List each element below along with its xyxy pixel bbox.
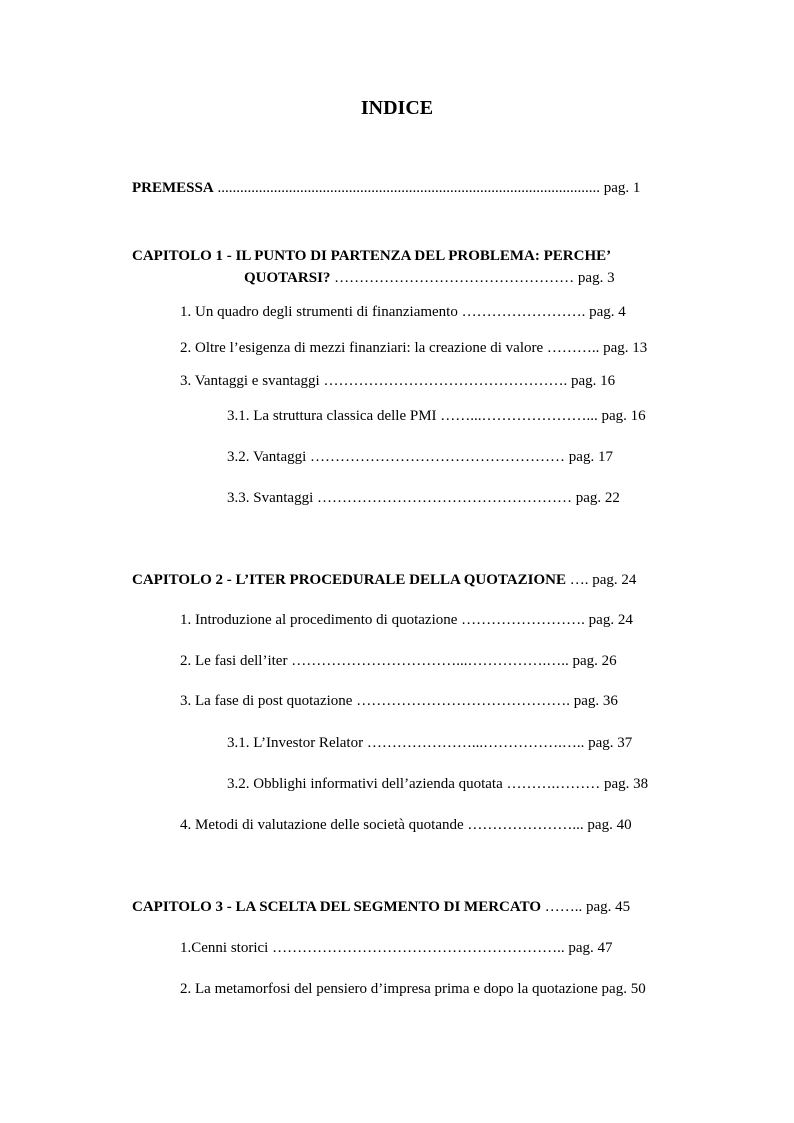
- toc-entry: 3. La fase di post quotazione ……………………………………. pag. 36: [180, 693, 618, 709]
- premessa-label: PREMESSA: [132, 180, 214, 196]
- chapter-1-page-ref: ………………………………………… pag. 3: [330, 270, 615, 286]
- chapter-2-page-ref: …. pag. 24: [565, 572, 637, 588]
- toc-entry: 2. Le fasi dell’iter ……………………………...…………….….. pag. 26: [180, 653, 617, 669]
- chapter-1-heading: CAPITOLO 1 - IL PUNTO DI PARTENZA DEL PROBLEMA: PERCHE’: [132, 248, 612, 264]
- toc-subentry: 3.2. Vantaggi …………………………………………… pag. 17: [227, 449, 613, 465]
- chapter-3-heading: [132, 898, 630, 916]
- chapter-1-heading-word: QUOTARSI?: [244, 270, 331, 286]
- toc-subentry: 3.1. L’Investor Relator …………………...…………….….. pag. 37: [227, 735, 633, 751]
- chapter-2-heading: [132, 571, 636, 589]
- premessa-leader: ...................................................................................................... pag. 1: [213, 180, 641, 196]
- chapter-2-title: CAPITOLO 2 - L’ITER PROCEDURALE DELLA QUOTAZIONE: [132, 572, 566, 588]
- toc-entry: 4. Metodi di valutazione delle società quotande …………………... pag. 40: [180, 817, 632, 833]
- toc-entry: 2. Oltre l’esigenza di mezzi finanziari: la creazione di valore ……….. pag. 13: [180, 340, 648, 356]
- toc-entry: 2. La metamorfosi del pensiero d’impresa prima e dopo la quotazione pag. 50: [180, 981, 646, 997]
- toc-entry-premessa: [132, 179, 640, 197]
- toc-entry: 1. Un quadro degli strumenti di finanziamento ……………………. pag. 4: [180, 304, 626, 320]
- toc-subentry: 3.1. La struttura classica delle PMI ……...…………………... pag. 16: [227, 408, 646, 424]
- toc-entry: 3. Vantaggi e svantaggi …………………………………………. pag. 16: [180, 373, 616, 389]
- toc-entry: 1.Cenni storici ………………………………………………….. pag. 47: [180, 940, 613, 956]
- chapter-1-heading-continued: [244, 269, 615, 287]
- chapter-3-title: CAPITOLO 3 - LA SCELTA DEL SEGMENTO DI MERCATO: [132, 899, 541, 915]
- chapter-3-page-ref: …….. pag. 45: [541, 899, 631, 915]
- toc-subentry: 3.3. Svantaggi …………………………………………… pag. 22: [227, 490, 620, 506]
- toc-entry: 1. Introduzione al procedimento di quotazione ……………………. pag. 24: [180, 612, 633, 628]
- page-title: INDICE: [360, 97, 434, 119]
- toc-subentry: 3.2. Obblighi informativi dell’azienda quotata ……….……… pag. 38: [227, 776, 649, 792]
